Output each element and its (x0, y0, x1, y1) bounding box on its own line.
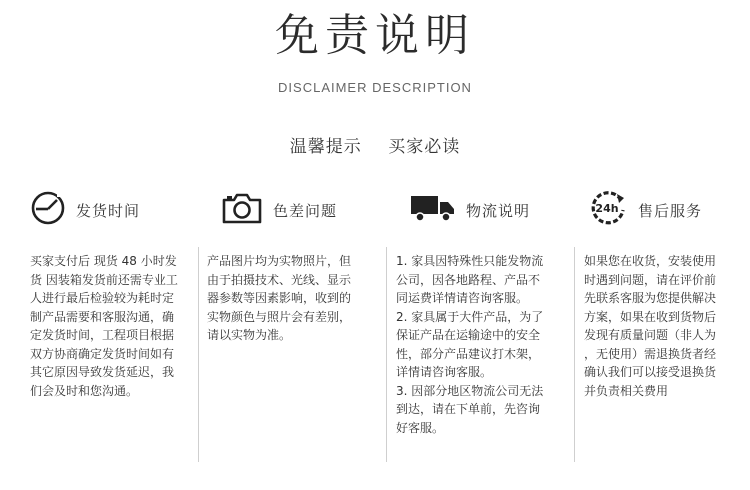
body-line: 发现有质量问题（非人为 (584, 328, 717, 342)
body-line: 货 因装箱发货前还需专业工 (30, 272, 178, 287)
column-divider (574, 247, 575, 462)
body-line: ，无使用）需退换货者经 (584, 346, 717, 361)
body-line: 买家支付后 现货 48 小时发 (30, 254, 177, 268)
svg-text:24h: 24h (595, 202, 619, 215)
section-title: 物流说明 (466, 201, 531, 220)
section-title: 售后服务 (638, 201, 703, 220)
body-line: 产品图片均为实物照片，但 (207, 254, 352, 268)
body-line: 由于拍摄技术、光线、显示 (207, 272, 352, 287)
section-shipping-time (30, 180, 205, 480)
body-line: 并负责相关费用 (584, 383, 669, 398)
body-line: 器参数等因素影响，收到的 (207, 291, 352, 305)
body-line: 同运费详情请咨询客服。 (396, 291, 529, 305)
body-line: 1. 家具因特殊性只能发物流 (396, 254, 544, 268)
section-body (396, 252, 543, 437)
section-body (584, 252, 716, 400)
body-line: 定发货时间，工程项目根据 (30, 328, 175, 342)
section-body (30, 252, 178, 400)
body-line: 人进行最后检验较为耗时定 (30, 291, 175, 305)
column-divider (198, 247, 199, 462)
body-line: 2. 家具属于大件产品，为了 (396, 309, 544, 324)
body-line: 双方协商确定发货时间如有 (30, 346, 175, 361)
body-line: 3. 因部分地区物流公司无法 (396, 383, 544, 398)
truck-icon (410, 193, 456, 227)
column-divider (386, 247, 387, 462)
section-color-difference (207, 180, 382, 480)
page-title: 免责说明 (275, 10, 475, 61)
section-header (30, 180, 140, 240)
body-line: 时遇到问题，请在评价前 (584, 272, 717, 287)
body-line: 到达，请在下单前，先咨询 (396, 402, 541, 416)
24h-icon (588, 188, 628, 232)
section-header (221, 180, 337, 240)
section-body (207, 252, 351, 345)
tip-must-read: 买家必读 (388, 137, 461, 157)
body-line: 实物颜色与照片会有差别， (207, 309, 352, 324)
body-line: 先联系客服为您提供解决 (584, 291, 717, 305)
body-line: 性，部分产品建议打木架， (396, 346, 541, 361)
body-line: 制产品需要和客服沟通，确 (30, 309, 175, 324)
body-line: 确认我们可以接受退换货 (584, 365, 717, 379)
body-line: 们会及时和您沟通。 (30, 383, 139, 398)
tips-heading (0, 132, 750, 157)
tip-warm-reminder: 温馨提示 (289, 137, 362, 157)
section-logistics (396, 180, 576, 480)
section-after-sales (584, 180, 744, 480)
section-title: 发货时间 (76, 201, 141, 220)
page-subtitle: DISCLAIMER DESCRIPTION (278, 80, 472, 95)
body-line: 如果您在收货，安装使用 (584, 254, 717, 268)
clock-icon (30, 190, 66, 230)
body-line: 详情请咨询客服。 (396, 365, 493, 379)
body-line: 请以实物为准。 (207, 328, 292, 342)
camera-icon (221, 191, 263, 229)
body-line: 保证产品在运输途中的安全 (396, 328, 541, 342)
section-header (588, 180, 702, 240)
section-title: 色差问题 (273, 201, 338, 220)
body-line: 公司，因各地路程、产品不 (396, 272, 541, 287)
body-line: 方案，如果在收到货物后 (584, 309, 717, 324)
body-line: 好客服。 (396, 420, 445, 435)
section-header (410, 180, 530, 240)
body-line: 其它原因导致发货延迟，我 (30, 365, 175, 379)
